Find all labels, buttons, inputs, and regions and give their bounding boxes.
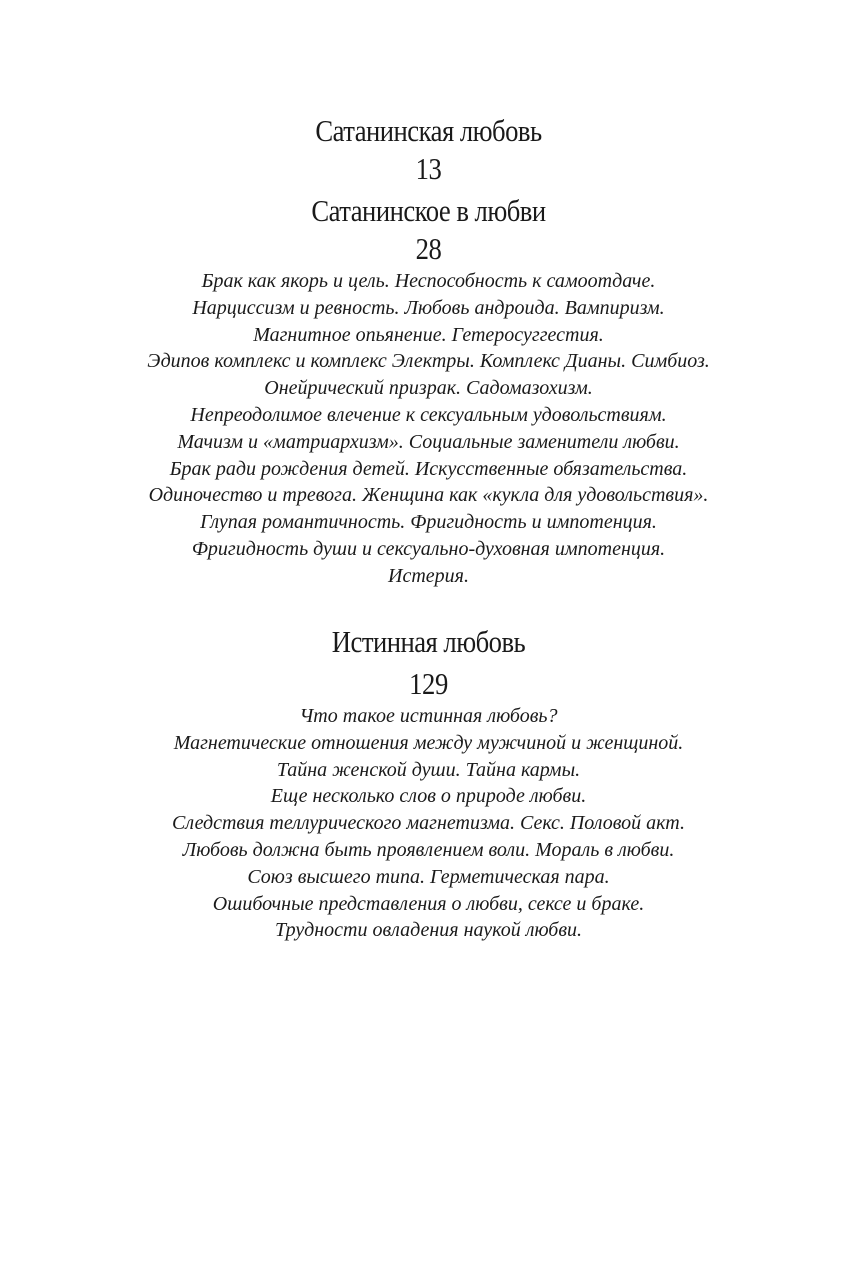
topic-line: Тайна женской души. Тайна кармы.	[276, 758, 581, 781]
topic-line: Следствия теллурического магнетизма. Секс. Половой акт.	[172, 812, 685, 835]
toc-entry	[0, 623, 857, 703]
topic-line: Еще несколько слов о природе любви.	[270, 785, 587, 808]
toc-section-true-love	[0, 623, 857, 944]
topic-line: Ошибочные представления о любви, сексе и браке.	[212, 892, 645, 915]
topic-line: Магнитное опьянение. Гетеросуггестия.	[253, 323, 604, 346]
topic-line: Мачизм и «матриархизм». Социальные заменители любви.	[177, 430, 680, 453]
topic-line: Эдипов комплекс и комплекс Электры. Комплекс Дианы. Симбиоз.	[147, 350, 710, 373]
chapter-page-number: 129	[409, 666, 448, 701]
topic-line: Фригидность души и сексуально-духовная импотенция.	[191, 537, 666, 560]
topic-line: Брак как якорь и цель. Неспособность к самоотдаче.	[201, 270, 656, 292]
topic-line: Истерия.	[388, 564, 469, 587]
chapter-title: Истинная любовь	[331, 624, 526, 659]
topic-line: Одиночество и тревога. Женщина как «кукла для удовольствия».	[148, 484, 709, 507]
chapter-topics-list	[0, 268, 857, 590]
toc-entry	[0, 192, 857, 268]
toc-entry	[0, 112, 857, 188]
chapter-topics-list	[0, 703, 857, 944]
topic-line: Что такое истинная любовь?	[299, 705, 558, 727]
topic-line: Глупая романтичность. Фригидность и импотенция.	[200, 511, 657, 534]
topic-line: Трудности овладения наукой любви.	[274, 919, 583, 942]
chapter-title: Сатанинская любовь	[315, 113, 542, 148]
topic-line: Нарциссизм и ревность. Любовь андроида. Вампиризм.	[192, 296, 665, 319]
topic-line: Непреодолимое влечение к сексуальным удовольствиям.	[190, 403, 667, 426]
topic-line: Онейрический призрак. Садомазохизм.	[264, 377, 593, 400]
chapter-page-number: 13	[415, 151, 442, 186]
topic-line: Магнетические отношения между мужчиной и женщиной.	[173, 731, 684, 754]
chapter-page-number: 28	[415, 231, 442, 266]
toc-section-satanic-love	[0, 112, 857, 590]
topic-line: Союз высшего типа. Герметическая пара.	[247, 865, 610, 888]
topic-line: Брак ради рождения детей. Искусственные обязательства.	[169, 457, 688, 480]
chapter-title: Сатанинское в любви	[311, 193, 546, 228]
topic-line: Любовь должна быть проявлением воли. Мораль в любви.	[182, 838, 675, 861]
